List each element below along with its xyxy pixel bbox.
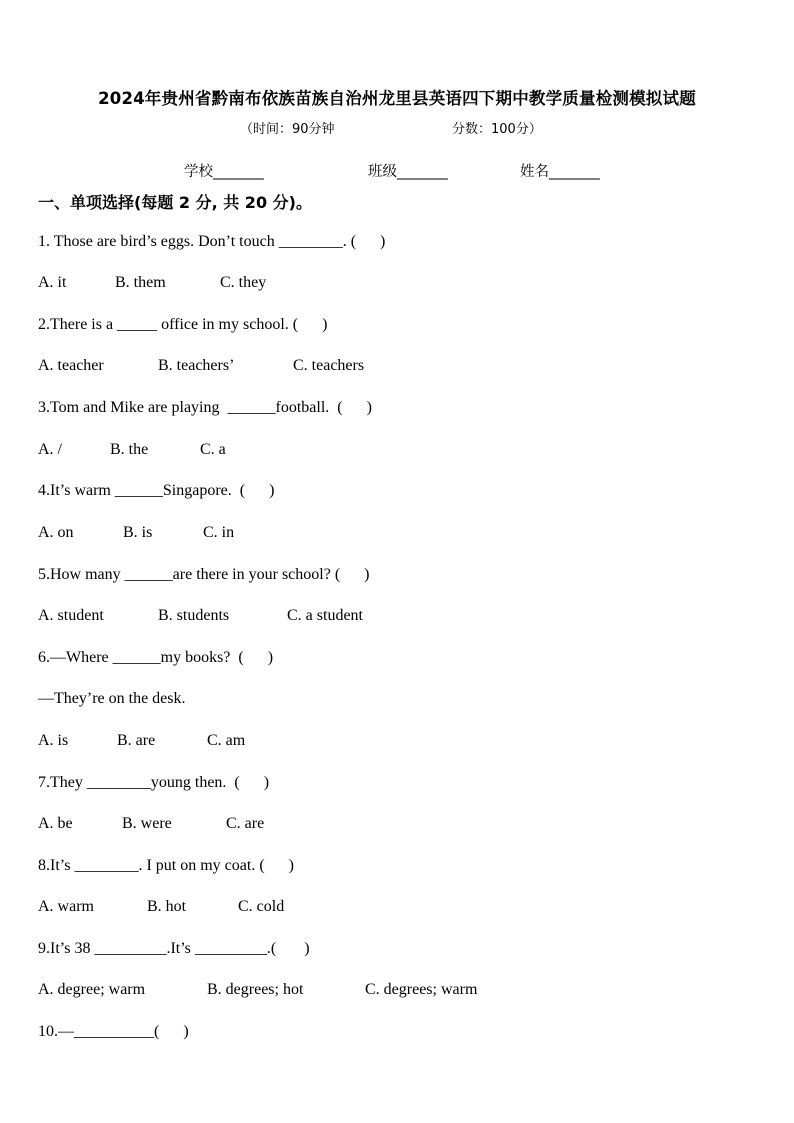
q7-option-c: C. are <box>226 815 265 832</box>
q3-option-b: B. the <box>110 441 149 458</box>
q7-option-a: A. be <box>38 815 73 832</box>
q3-option-c: C. a <box>200 441 226 458</box>
question-9: 9.It’s 38 _________.It’s _________.( ) <box>38 940 310 957</box>
q1-option-b: B. them <box>115 274 166 291</box>
q6-option-c: C. am <box>207 732 246 749</box>
q9-option-c: C. degrees; warm <box>365 981 478 998</box>
q8-option-c: C. cold <box>238 898 285 915</box>
class-field: 班级_______ <box>368 164 448 180</box>
q3-option-a: A. / <box>38 441 62 458</box>
q5-option-b: B. students <box>158 607 230 624</box>
q9-option-b: B. degrees; hot <box>207 981 304 998</box>
school-field: 学校_______ <box>184 164 264 180</box>
q1-option-c: C. they <box>220 274 267 291</box>
question-7: 7.They ________young then. ( ) <box>38 774 270 791</box>
question-3: 3.Tom and Mike are playing ______football. ( ) <box>38 399 372 416</box>
q2-option-a: A. teacher <box>38 357 104 374</box>
q1-option-a: A. it <box>38 274 67 291</box>
question-6: 6.—Where ______my books? ( ) <box>38 649 274 666</box>
total-score: 分数：100分） <box>452 122 542 137</box>
q5-option-a: A. student <box>38 607 104 624</box>
time-limit: （时间：90分钟 <box>240 122 335 137</box>
q2-option-b: B. teachers’ <box>158 357 235 374</box>
question-5: 5.How many ______are there in your school? ( ) <box>38 566 370 583</box>
q4-option-b: B. is <box>123 524 153 541</box>
question-8: 8.It’s ________. I put on my coat. ( ) <box>38 857 294 874</box>
question-6-reply: —They’re on the desk. <box>38 690 186 707</box>
question-2: 2.There is a _____ office in my school. ( ) <box>38 316 328 333</box>
q7-option-b: B. were <box>122 815 172 832</box>
q4-option-a: A. on <box>38 524 74 541</box>
q8-option-a: A. warm <box>38 898 94 915</box>
q6-option-b: B. are <box>117 732 156 749</box>
question-1: 1. Those are bird’s eggs. Don’t touch ________. ( ) <box>38 233 386 250</box>
q8-option-b: B. hot <box>147 898 187 915</box>
name-field: 姓名_______ <box>520 164 600 180</box>
q4-option-c: C. in <box>203 524 235 541</box>
question-4: 4.It’s warm ______Singapore. ( ) <box>38 482 275 499</box>
q9-option-a: A. degree; warm <box>38 981 146 998</box>
q2-option-c: C. teachers <box>293 357 365 374</box>
page-title: 2024年贵州省黔南布依族苗族自治州龙里县英语四下期中教学质量检测模拟试题 <box>98 89 696 108</box>
q6-option-a: A. is <box>38 732 69 749</box>
q5-option-c: C. a student <box>287 607 363 624</box>
question-10: 10.—__________( ) <box>38 1023 189 1040</box>
section-heading: 一、单项选择(每题 2 分, 共 20 分)。 <box>38 193 312 212</box>
